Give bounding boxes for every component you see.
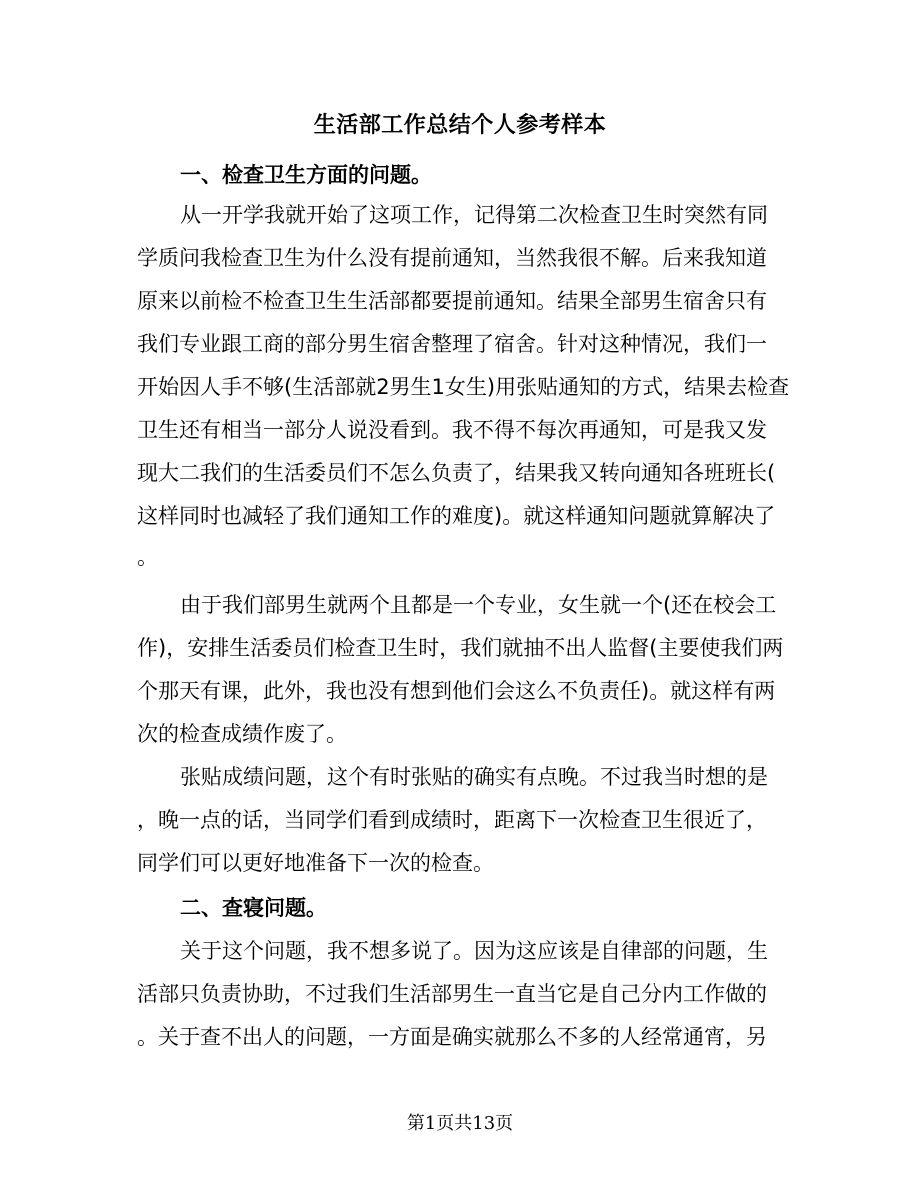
line-text: 我们专业跟工商的部分男生宿舍整理了宿舍。针对这种情况，我们一 (137, 332, 767, 356)
line-text: 学质问我检查卫生为什么没有提前通知，当然我很不解。后来我知道 (137, 246, 767, 270)
line-text: 个那天有课，此外，我也没有想到他们会这么不负责任)。就这样有两 (137, 679, 776, 703)
page-number: 第1页共13页 (406, 1113, 514, 1134)
line-text: 由于我们部男生就两个且都是一个专业，女生就一个(还在校会工 (180, 593, 777, 617)
line-text: 作)，安排生活委员们检查卫生时，我们就抽不出人监督(主要使我们两 (137, 636, 784, 660)
document-title: 生活部工作总结个人参考样本 (313, 113, 607, 138)
line-text: 从一开学我就开始了这项工作，记得第二次检查卫生时突然有同 (180, 203, 768, 227)
line-text: 现大二我们的生活委员们不怎么负责了，结果我又转向通知各班班长( (137, 461, 776, 485)
line-text: 次的检查成绩作废了。 (137, 722, 347, 746)
line-text: ，晚一点的话，当同学们看到成绩时，距离下一次检查卫生很近了， (137, 808, 767, 832)
line-text: 这样同时也减轻了我们通知工作的难度)。就这样通知问题就算解决了 (137, 504, 776, 528)
line-text: 。关于查不出人的问题，一方面是确实就那么不多的人经常通宵，另 (137, 1025, 767, 1049)
line-text: 原来以前检不检查卫生生活部都要提前通知。结果全部男生宿舍只有 (137, 289, 767, 313)
line-text: 关于这个问题，我不想多说了。因为这应该是自律部的问题，生 (180, 939, 768, 963)
heading-text: 一、检查卫生方面的问题。 (180, 163, 432, 187)
line-text: 同学们可以更好地准备下一次的检查。 (137, 851, 494, 875)
line-text: 张贴成绩问题，这个有时张贴的确实有点晚。不过我当时想的是 (180, 765, 768, 789)
heading-text: 二、查寝问题。 (180, 896, 327, 920)
line-text: 卫生还有相当一部分人说没看到。我不得不每次再通知，可是我又发 (137, 418, 767, 442)
line-text: 。 (137, 545, 158, 569)
line-text: 活部只负责协助，不过我们生活部男生一直当它是自己分内工作做的 (137, 982, 767, 1006)
line-text: 开始因人手不够(生活部就2男生1女生)用张贴通知的方式，结果去检查 (137, 375, 790, 399)
